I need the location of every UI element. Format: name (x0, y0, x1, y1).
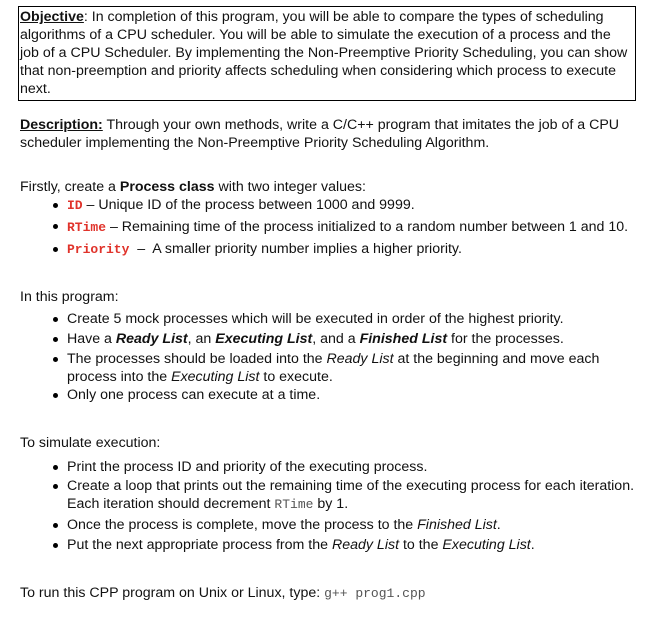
text: The processes should be loaded into the (67, 351, 327, 367)
text: Once the process is complete, move the process to the (67, 517, 418, 533)
text: Create a loop that prints out the remaining time of the executing process for each iteration. Each iteration should decrement (67, 478, 635, 512)
executing-list-term: Executing List (215, 331, 313, 347)
run-text: To run this CPP program on Unix or Linux, type: (20, 585, 325, 601)
field-rtime-text: – Remaining time of the process initialized to a random number between 1 and 10. (106, 219, 629, 235)
executing-list-term: Executing List (171, 369, 260, 385)
process-class-intro-post: with two integer values: (214, 179, 366, 195)
list-item: Only one process can execute at a time. (20, 386, 636, 404)
text: , an (187, 331, 216, 347)
process-class-intro (20, 178, 636, 196)
process-class-list (20, 196, 636, 259)
objective-heading: Objective (20, 9, 84, 25)
run-command: g++ prog1.cpp (324, 586, 426, 601)
ready-list-term: Ready List (326, 351, 394, 367)
text: by 1. (313, 496, 349, 512)
rtime-code: RTime (274, 497, 314, 512)
field-id-code: ID (67, 198, 83, 213)
description-text: Through your own methods, write a C/C++ program that imitates the job of a CPU scheduler implementing the Non-Preemptive Priority Scheduling Algorithm. (20, 117, 620, 151)
text: at the beginning and move each process into the (67, 351, 600, 385)
simulate-list (20, 458, 636, 554)
list-item: Create 5 mock processes which will be executed in order of the highest priority. (20, 310, 636, 328)
text: , and a (312, 331, 360, 347)
executing-list-term: Executing List (442, 537, 531, 553)
list-item (20, 350, 636, 386)
run-instructions (20, 584, 636, 603)
text: . (530, 537, 535, 553)
objective-text: : In completion of this program, you will be able to compare the types of scheduling algorithms of a CPU scheduler. You will be able to simulate the execution of a process and the job of a CPU Scheduler. By implementing the Non-Preemptive Priority Scheduling, you can show that non-preemption and priority affects scheduling when considering which process to execute next. (20, 9, 628, 97)
process-class-bold: Process class (119, 179, 215, 195)
list-item (20, 477, 636, 514)
objective-section (18, 6, 636, 101)
list-item (20, 196, 636, 215)
field-rtime-code: RTime (67, 220, 107, 235)
text: for the processes. (447, 331, 564, 347)
finished-list-term: Finished List (359, 331, 448, 347)
description-paragraph (20, 116, 636, 152)
ready-list-term: Ready List (115, 331, 188, 347)
ready-list-term: Ready List (331, 537, 400, 553)
text: Put the next appropriate process from the (67, 537, 332, 553)
list-item (20, 240, 636, 259)
field-id-text: – Unique ID of the process between 1000 and 9999. (82, 197, 415, 213)
program-list (20, 310, 636, 404)
text: to the (399, 537, 443, 553)
list-item (20, 330, 636, 348)
simulate-intro: To simulate execution: (20, 435, 161, 451)
text: to execute. (259, 369, 333, 385)
list-item: Print the process ID and priority of the executing process. (20, 458, 636, 476)
process-class-intro-pre: Firstly, create a (20, 179, 120, 195)
text: . (496, 517, 501, 533)
objective-paragraph (20, 8, 629, 98)
list-item (20, 516, 636, 534)
field-priority-code: Priority (67, 242, 130, 257)
list-item (20, 217, 636, 238)
description-heading: Description: (20, 117, 103, 133)
list-item (20, 536, 636, 554)
text: Have a (67, 331, 116, 347)
program-intro: In this program: (20, 289, 119, 305)
field-priority-text: – A smaller priority number implies a higher priority. (129, 241, 462, 257)
finished-list-term: Finished List (417, 517, 497, 533)
